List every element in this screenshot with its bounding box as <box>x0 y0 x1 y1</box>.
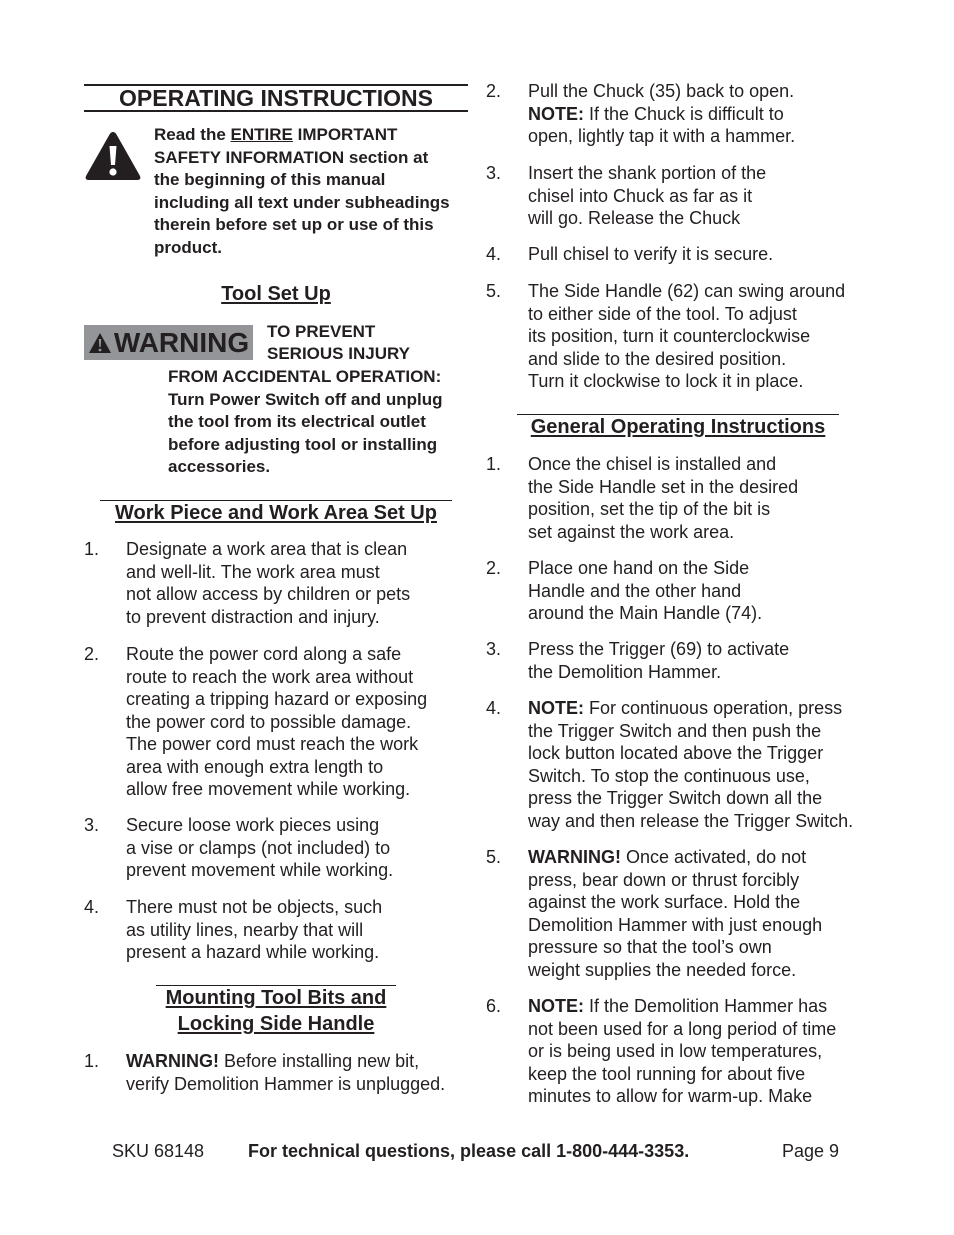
list-item-text <box>528 638 878 683</box>
list-item-text: Secure loose work pieces using a vise or clamps (not included) to prevent movement while working. <box>126 815 394 880</box>
warning-triangle-icon <box>84 130 142 182</box>
list-item-text <box>528 80 878 148</box>
list-item-lead: NOTE: <box>528 103 584 124</box>
list-item-lead: WARNING! <box>126 1051 219 1071</box>
warning-text: FROM ACCIDENTAL OPERATION: Turn Power Switch off and unplug the tool from its electrical outlet before adjusting tool or installing accessories. <box>168 367 443 476</box>
list-item-text <box>528 557 878 625</box>
list-item-number: 5. <box>486 847 502 867</box>
list-item-text <box>528 846 878 981</box>
list-item-number: 2. <box>84 644 100 664</box>
footer-page-number: Page 9 <box>782 1141 840 1161</box>
list-item-number: 1. <box>84 1051 100 1071</box>
list-item-text <box>528 697 878 832</box>
list-item-text <box>126 1050 466 1095</box>
list-item-number: 5. <box>486 281 502 301</box>
list-item-text: Designate a work area that is clean and well-lit. The work area must not allow access by children or pets to prevent distraction and injury. <box>126 539 411 627</box>
list-item-number: 1. <box>486 454 502 474</box>
list-item-lead: WARNING! <box>528 847 621 867</box>
list-item-body: Once the chisel is installed and the Side Handle set in the desired position, set the tip of the bit is set against the work area. <box>528 454 799 542</box>
safety-notice-emphasis: ENTIRE <box>230 125 293 144</box>
warning-label: WARNING <box>113 327 250 358</box>
work-area-heading: Work Piece and Work Area Set Up <box>115 502 437 524</box>
safety-notice <box>154 124 454 259</box>
list-item-body: Pull the Chuck (35) back to open. <box>528 81 795 101</box>
list-item-text: Route the power cord along a safe route to reach the work area without creating a tripping hazard or exposing the power cord to possible damage. The power cord must reach the work area with enough extra length to allow free movement while working. <box>126 644 428 799</box>
list-item-body: If the Demolition Hammer has not been used for a long period of time or is being used in low temperatures, keep the tool running for about five minutes to allow for warm-up. Make <box>528 996 837 1106</box>
list-item-number: 1. <box>84 539 100 559</box>
list-item-number: 2. <box>486 558 502 578</box>
list-item-number: 3. <box>486 163 502 183</box>
list-item-lead: NOTE: <box>528 698 584 718</box>
warning-line-2: SERIOUS INJURY <box>267 344 410 363</box>
list-item-number: 6. <box>486 996 502 1016</box>
list-item-body: Before installing new bit, verify Demolition Hammer is unplugged. <box>126 1051 446 1094</box>
list-item-number: 2. <box>486 81 502 101</box>
list-item-number: 4. <box>486 698 502 718</box>
list-item-body: Press the Trigger (69) to activate the Demolition Hammer. <box>528 639 790 682</box>
list-item-text: There must not be objects, such as utility lines, nearby that will present a hazard while working. <box>126 897 383 962</box>
warning-triangle-icon <box>88 332 112 354</box>
page-title: OPERATING INSTRUCTIONS <box>84 84 468 112</box>
warning-line-1: TO PREVENT <box>267 322 376 341</box>
footer-tech-support: For technical questions, please call 1-800-444-3353. <box>248 1141 690 1161</box>
footer-sku: SKU 68148 <box>112 1141 205 1161</box>
list-item-number: 3. <box>84 815 100 835</box>
list-item-text <box>528 453 878 543</box>
list-item-body: For continuous operation, press the Trigger Switch and then push the lock button located above the Trigger Switch. To stop the continuous use, press the Trigger Switch down all the way and then release the Trigger Switch. <box>528 698 854 831</box>
list-item-number: 3. <box>486 639 502 659</box>
list-item-text: The Side Handle (62) can swing around to either side of the tool. To adjust its position, turn it counterclockwise and slide to the desired position. Turn it clockwise to lock it in place. <box>528 281 846 391</box>
mounting-heading <box>84 985 468 1037</box>
list-item-number: 4. <box>486 244 502 264</box>
mounting-heading-line-1: Mounting Tool Bits and <box>165 987 387 1009</box>
list-item-text: Insert the shank portion of the chisel into Chuck as far as it will go. Release the Chuck <box>528 163 767 228</box>
mounting-heading-line-2: Locking Side Handle <box>177 1013 375 1035</box>
tool-setup-heading: Tool Set Up <box>221 283 331 305</box>
safety-notice-prefix: Read the <box>154 125 231 144</box>
list-item-number: 4. <box>84 897 100 917</box>
general-heading: General Operating Instructions <box>530 416 826 438</box>
warning-sign <box>84 325 253 360</box>
list-item-body: Place one hand on the Side Handle and the other hand around the Main Handle (74). <box>528 558 763 623</box>
list-item-text <box>528 995 878 1108</box>
list-item-text: Pull chisel to verify it is secure. <box>528 244 774 264</box>
list-item-note: If the Chuck is difficult to open, lightly tap it with a hammer. <box>528 103 796 146</box>
list-item-lead: NOTE: <box>528 996 584 1016</box>
safety-notice-rest: IMPORTANT SAFETY INFORMATION section at the beginning of this manual including all text under subheadings therein before set up or use of this product. <box>154 125 450 257</box>
list-item-body: Once activated, do not press, bear down or thrust forcibly against the work surface. Hold the Demolition Hammer with just enough pressure so that the tool’s own weight supplies the needed force. <box>528 847 823 980</box>
